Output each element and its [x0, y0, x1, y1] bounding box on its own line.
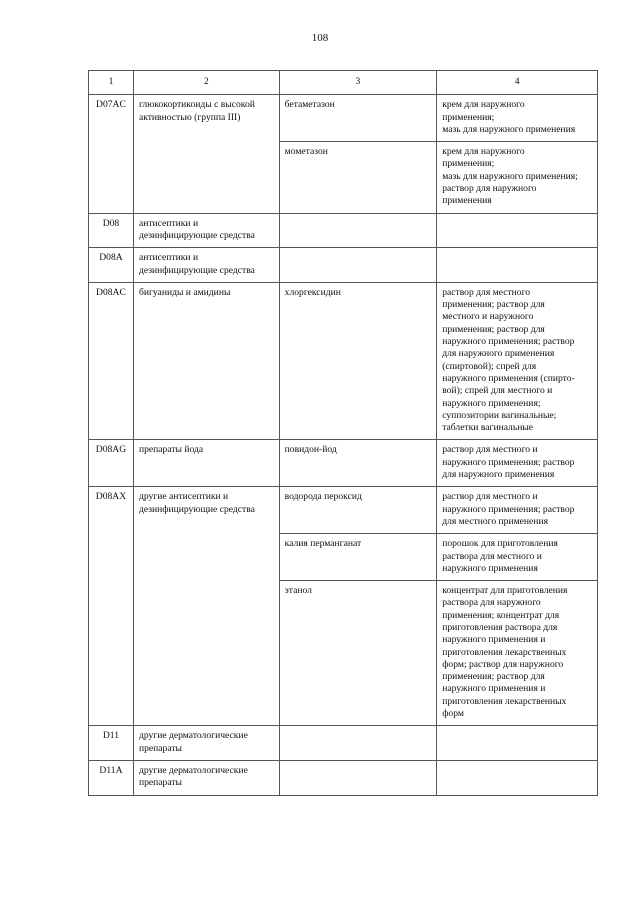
table-row [89, 95, 598, 142]
group-name-line: препараты [138, 777, 182, 789]
header-col-1: 1 [89, 71, 134, 95]
medication-table [88, 70, 598, 796]
group-name-line: другие дерматологические [138, 764, 248, 776]
group-name [133, 487, 279, 726]
dosage-form-line: мазь для наружного применения; [442, 170, 578, 182]
table-row [89, 760, 598, 795]
dosage-form-line: раствор для наружного [442, 183, 537, 195]
dosage-form-line: наружного применения [442, 562, 538, 574]
group-name [133, 213, 279, 248]
drug-name: повидон-йод [279, 440, 437, 487]
group-name-line: дезинфицирующие средства [138, 229, 255, 241]
table-row [89, 248, 598, 283]
dosage-form-line: мазь для наружного применения [442, 123, 576, 135]
group-name-line: бигуаниды и амидины [138, 286, 231, 298]
dosage-form-line: применения [442, 195, 492, 207]
dosage-form-line: для наружного применения [442, 348, 555, 360]
dosage-form-line: применения; раствор для [442, 299, 545, 311]
drug-name: хлоргексидин [279, 282, 437, 440]
dosage-form-line: применения; раствор для [442, 671, 545, 683]
dosage-form-line: раствора для местного и [442, 550, 542, 562]
group-name [133, 440, 279, 487]
table-row [89, 213, 598, 248]
dosage-form-line: таблетки вагинальные [442, 422, 534, 434]
drug-name-empty [279, 248, 437, 283]
dosage-form-line: раствора для наружного [442, 597, 541, 609]
atc-code: D08 [89, 213, 134, 248]
dosage-form-line: крем для наружного [442, 99, 525, 111]
group-name [133, 760, 279, 795]
dosage-forms [437, 487, 598, 534]
dosage-forms [437, 581, 598, 726]
group-name [133, 95, 279, 213]
dosage-forms [437, 142, 598, 213]
dosage-form-line: форм [442, 708, 464, 720]
group-name-line: препараты [138, 742, 182, 754]
group-name-line: глюкокортикоиды с высокой [138, 99, 255, 111]
dosage-form-line: вой); спрей для местного и [442, 385, 553, 397]
table-row [89, 282, 598, 440]
dosage-form-line: порошок для приготовления [442, 538, 558, 550]
table-header-row [89, 71, 598, 95]
table-row [89, 440, 598, 487]
table-row [89, 487, 598, 534]
group-name [133, 282, 279, 440]
dosage-form-line: применения; раствор для [442, 323, 545, 335]
dosage-form-line: местного и наружного [442, 311, 534, 323]
drug-name-empty [279, 213, 437, 248]
dosage-form-line: наружного применения и [442, 683, 546, 695]
dosage-form-line: применения; концентрат для [442, 609, 560, 621]
dosage-forms-empty [437, 726, 598, 761]
atc-code: D08AX [89, 487, 134, 726]
header-col-4: 4 [437, 71, 598, 95]
atc-code: D08A [89, 248, 134, 283]
drug-name: калия перманганат [279, 534, 437, 581]
dosage-form-line: крем для наружного [442, 146, 525, 158]
drug-name: водорода пероксид [279, 487, 437, 534]
dosage-form-line: суппозитории вагинальные; [442, 409, 557, 421]
dosage-forms-empty [437, 760, 598, 795]
dosage-form-line: для наружного применения [442, 469, 555, 481]
dosage-form-line: приготовления лекарственных [442, 695, 567, 707]
dosage-forms-empty [437, 213, 598, 248]
drug-name: этанол [279, 581, 437, 726]
group-name-line: дезинфицирующие средства [138, 503, 255, 515]
dosage-form-line: концентрат для приготовления [442, 585, 568, 597]
dosage-form-line: наружного применения (спирто- [442, 372, 575, 384]
dosage-forms-empty [437, 248, 598, 283]
dosage-form-line: применения; [442, 111, 495, 123]
dosage-forms [437, 95, 598, 142]
dosage-form-line: наружного применения; [442, 397, 541, 409]
group-name-line: препараты йода [138, 444, 204, 456]
dosage-forms [437, 534, 598, 581]
dosage-forms [437, 282, 598, 440]
dosage-form-line: (спиртовой); спрей для [442, 360, 537, 372]
drug-name: мометазон [279, 142, 437, 213]
page-number: 108 [311, 32, 329, 44]
group-name-line: активностью (группа III) [138, 111, 241, 123]
table-row [89, 726, 598, 761]
header-col-2: 2 [133, 71, 279, 95]
dosage-form-line: приготовления раствора для [442, 621, 558, 633]
atc-code: D11 [89, 726, 134, 761]
dosage-form-line: наружного применения и [442, 634, 546, 646]
dosage-form-line: раствор для местного и [442, 491, 538, 503]
dosage-form-line: применения; [442, 158, 495, 170]
dosage-form-line: приготовления лекарственных [442, 646, 567, 658]
dosage-form-line: для местного применения [442, 515, 548, 527]
atc-code: D11A [89, 760, 134, 795]
group-name-line: дезинфицирующие средства [138, 264, 255, 276]
dosage-form-line: наружного применения; раствор [442, 456, 575, 468]
group-name [133, 248, 279, 283]
dosage-forms [437, 440, 598, 487]
drug-name-empty [279, 726, 437, 761]
dosage-form-line: наружного применения; раствор [442, 503, 575, 515]
group-name-line: антисептики и [138, 252, 199, 264]
drug-name-empty [279, 760, 437, 795]
group-name-line: антисептики и [138, 217, 199, 229]
atc-code: D08AC [89, 282, 134, 440]
dosage-form-line: форм; раствор для наружного [442, 658, 564, 670]
dosage-form-line: раствор для местного [442, 286, 531, 298]
dosage-form-line: наружного применения; раствор [442, 336, 575, 348]
group-name-line: другие дерматологические [138, 730, 248, 742]
header-col-3: 3 [279, 71, 437, 95]
atc-code: D07AC [89, 95, 134, 213]
atc-code: D08AG [89, 440, 134, 487]
drug-name: бетаметазон [279, 95, 437, 142]
dosage-form-line: раствор для местного и [442, 444, 538, 456]
group-name-line: другие антисептики и [138, 491, 229, 503]
group-name [133, 726, 279, 761]
